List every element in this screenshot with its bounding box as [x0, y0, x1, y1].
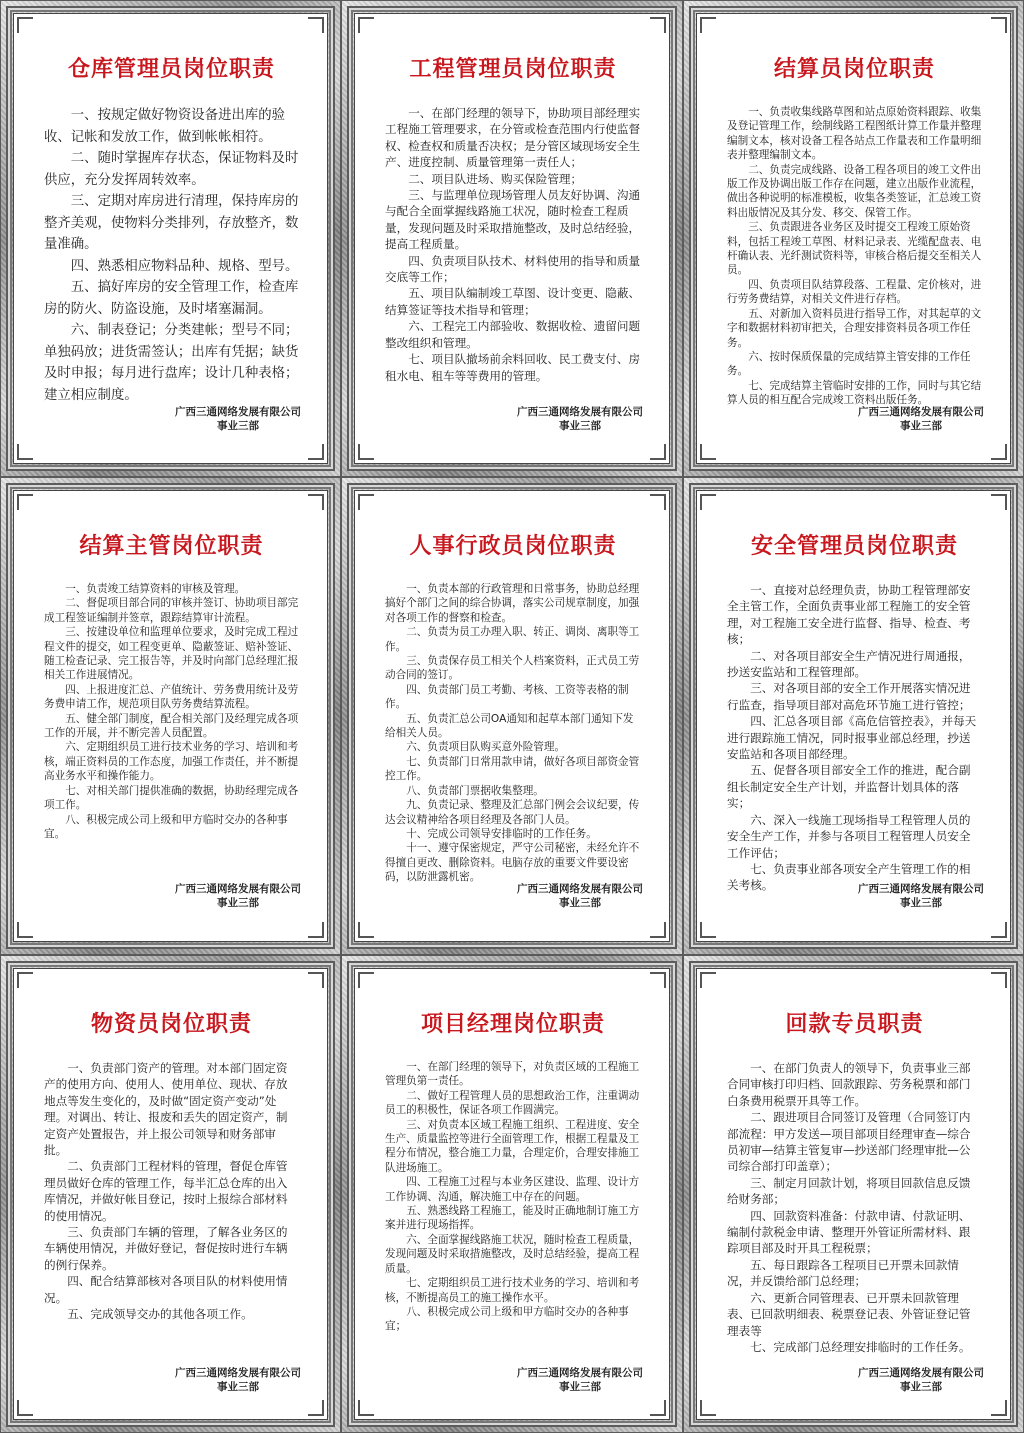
signature-block [858, 1367, 984, 1394]
department-name: 事业三部 [217, 1380, 259, 1393]
signature-block [517, 883, 643, 910]
corner-ornament [700, 1400, 716, 1416]
duty-item: 七、项目队撤场前余料回收、民工费支付、房租水电、租车等等费用的管理。 [385, 352, 641, 383]
board-warehouse-keeper [0, 0, 341, 477]
department-name: 事业三部 [900, 896, 942, 909]
duty-item: 五、搞好库房的安全管理工作，检查库房的防火、防盗设施，及时堵塞漏洞。 [44, 280, 299, 317]
corner-ornament [358, 494, 374, 510]
department-name: 事业三部 [559, 1380, 601, 1393]
board-safety-manager [683, 477, 1024, 955]
duty-item: 六、按时保质保量的完成结算主管安排的工作任务。 [727, 350, 971, 378]
corner-ornament [991, 444, 1007, 460]
duty-item: 四、回款资料准备：付款申请、付款证明、编制付款税金申请、整理开外管证所需材料、跟踪项目部及时开具工程税票； [727, 1208, 971, 1256]
duty-item: 五、健全部门制度，配合相关部门及经理完成各项工作的开展，并不断完善人员配置。 [44, 712, 299, 740]
board-title: 结算员岗位职责 [773, 57, 935, 82]
duty-item: 六、全面掌握线路施工状况，随时检查工程质量，发现问题及时采取措施整改，及时总结经验，提高工程质量。 [385, 1233, 640, 1275]
corner-ornament [308, 972, 324, 988]
duty-item: 一、在部门经理的领导下，对负责区域的工程施工管理负第一责任。 [385, 1061, 640, 1088]
duty-list [727, 105, 982, 408]
signature-block [175, 406, 301, 433]
corner-ornament [358, 17, 374, 33]
duty-item: 四、配合结算部核对各项目队的材料使用情况。 [44, 1274, 288, 1305]
duty-item: 七、对相关部门提供准确的数据，协助经理完成各项工作。 [44, 784, 299, 812]
duty-item: 三、对负责本区域工程施工组织、工程进度、安全生产、质量监控等进行全面管理工作，根据工程量及工程分布情况，整合施工力量，合理定价，合理安排施工队进场施工。 [385, 1118, 640, 1174]
corner-ornament [17, 1400, 33, 1416]
duty-item: 七、完成结算主管临时安排的工作，同时与其它结算人员的相互配合完成竣工资料出版任务。 [727, 379, 982, 407]
duty-item: 六、更新合同管理表、已开票未回款管理表、已回款明细表、税票登记表、外管证登记管理表等 [727, 1290, 971, 1338]
duty-list [385, 582, 641, 885]
board-title: 工程管理员岗位职责 [409, 57, 617, 82]
corner-ornament [358, 972, 374, 988]
corner-ornament [700, 972, 716, 988]
duty-item: 三、负责跟进各业务区及时提交工程竣工原始资料，包括工程竣工草图、材料记录表、光缆配盘表、电杆确认表、光纤测试资料等，审核合格后提交至相关人员。 [727, 221, 982, 277]
corner-ornament [308, 494, 324, 510]
duty-item: 六、负责项目队购买意外险管理。 [406, 741, 566, 754]
duty-item: 一、负责收集线路草图和站点原始资料跟踪、收集及登记管理工作，绘制线路工程图纸计算工作量并整理编制文本，核对设备工程各站点工作量表和工作量明细表并整理编制文本。 [727, 106, 982, 162]
duty-item: 五、负责汇总公司OA通知和起草本部门通知下发给相关人员。 [385, 712, 634, 740]
company-name: 广西三通网络发展有限公司 [175, 883, 301, 895]
company-name: 广西三通网络发展有限公司 [858, 406, 984, 418]
board-project-manager [341, 955, 683, 1433]
corner-ornament [650, 444, 666, 460]
board-title: 安全管理员岗位职责 [750, 534, 958, 559]
duty-item: 一、负责部门资产的管理。对本部门固定资产的使用方向、使用人、使用单位、现状、存放地点等发生变化的，及时做“固定资产变动”处理。对调出、转让、报废和丢失的固定资产，制定资产处置报告，并上报公司领导和财务部审批。 [44, 1061, 288, 1158]
corner-ornament [17, 17, 33, 33]
duty-item: 一、直接对总经理负责，协助工程管理部安全主管工作，全面负责事业部工程施工的安全管理，对工程施工安全进行监督、指导、检查、考核； [727, 583, 971, 647]
duty-item: 二、对各项目部安全生产情况进行周通报，抄送安监站和工程管理部。 [727, 648, 971, 680]
company-name: 广西三通网络发展有限公司 [175, 406, 301, 418]
board-panel [13, 490, 328, 942]
signature-block [175, 1367, 301, 1394]
signature-block [517, 1367, 643, 1394]
duty-item: 三、按建设单位和监理单位要求，及时完成工程过程文件的提交，如工程变更单、隐蔽签证、赔补签证、随工检查记录、完工报告等，并及时向部门总经理汇报相关工作进展情况。 [44, 626, 299, 682]
duty-item: 二、负责为员工办理入职、转正、调岗、离职等工作。 [385, 626, 640, 653]
board-collections-specialist [683, 955, 1024, 1433]
duty-item: 九、负责记录、整理及汇总部门例会会议纪要，传达会议精神给各项目经理及各部门人员。 [385, 799, 640, 826]
duty-item: 二、项目队进场、购买保险管理； [408, 171, 583, 186]
corner-ornament [358, 1400, 374, 1416]
board-title: 仓库管理员岗位职责 [67, 57, 275, 82]
board-title: 结算主管岗位职责 [79, 534, 264, 559]
board-settlement-supervisor [0, 477, 341, 955]
department-name: 事业三部 [559, 896, 601, 909]
corner-ornament [700, 17, 716, 33]
corner-ornament [308, 444, 324, 460]
duty-item: 七、定期组织员工进行技术业务的学习、培训和考核，不断提高员工的施工操作水平。 [385, 1277, 640, 1304]
duty-item: 四、上报进度汇总、产值统计、劳务费用统计及劳务费申请工作，规范项目队劳务费结算流程。 [44, 683, 299, 711]
board-panel [13, 968, 328, 1420]
duty-item: 三、负责部门车辆的管理，了解各业务区的车辆使用情况，并做好登记，督促按时进行车辆的例行保养。 [44, 1225, 288, 1272]
department-name: 事业三部 [900, 1380, 942, 1393]
company-name: 广西三通网络发展有限公司 [517, 406, 643, 418]
duty-item: 三、制定月回款计划，将项目回款信息反馈给财务部； [727, 1175, 971, 1207]
duty-item: 五、熟悉线路工程施工，能及时正确地制订施工方案并进行现场指挥。 [385, 1205, 640, 1232]
corner-ornament [650, 17, 666, 33]
company-name: 广西三通网络发展有限公司 [517, 1367, 643, 1379]
duty-item: 三、与监理单位现场管理人员友好协调、沟通与配合全面掌握线路施工状况，随时检查工程质量，发现问题及时采取措施整改，及时总结经验，提高工程质量。 [385, 188, 641, 252]
corner-ornament [700, 494, 716, 510]
duty-item: 六、工程完工内部验收、数据收检、遗留问题整改组织和管理。 [385, 319, 641, 350]
board-engineering-manager [341, 0, 683, 477]
corner-ornament [650, 922, 666, 938]
duty-item: 二、负责完成线路、设备工程各项目的竣工文件出版工作及协调出版工作存在问题，建立出版作业流程，做出各种说明的标准模板，收集各类签证，汇总竣工资料出版情况及其分发、移交、保管工作。 [727, 163, 982, 219]
duty-list [385, 1060, 641, 1334]
duty-item: 八、负责部门票据收集整理。 [406, 784, 544, 797]
duty-item: 五、项目队编制竣工草图、设计变更、隐蔽、结算签证等技术指导和管理； [385, 286, 641, 317]
company-name: 广西三通网络发展有限公司 [858, 1367, 984, 1379]
corner-ornament [991, 1400, 1007, 1416]
corner-ornament [308, 922, 324, 938]
duty-item: 七、完成部门总经理安排临时的工作任务。 [750, 1339, 971, 1354]
board-panel [696, 968, 1011, 1420]
duty-item: 七、负责事业部各项安全产生管理工作的相关考核。 [727, 861, 971, 893]
duty-item: 四、负责部门员工考勤、考核、工资等表格的制作。 [385, 683, 629, 711]
corner-ornament [650, 494, 666, 510]
duty-item: 四、负责项目队结算段落、工程量、定价核对，进行劳务费结算，对相关文件进行存档。 [727, 278, 982, 306]
board-title: 回款专员职责 [785, 1012, 924, 1037]
company-name: 广西三通网络发展有限公司 [175, 1367, 301, 1379]
department-name: 事业三部 [559, 419, 601, 432]
duty-item: 八、积极完成公司上级和甲方临时交办的各种事宜； [385, 1305, 629, 1333]
duty-item: 三、负责保存员工相关个人档案资料，正式员工劳动合同的签订。 [385, 655, 640, 682]
duty-item: 二、督促项目部合同的审核并签订、协助项目部完成工程签证编制并签章，跟踪结算审计流程。 [44, 597, 299, 624]
duty-item: 三、对各项目部的安全工作开展落实情况进行监查，指导项目部对高危环节施工进行管控； [727, 681, 971, 712]
board-panel [354, 13, 670, 464]
department-name: 事业三部 [900, 419, 942, 432]
corner-ornament [991, 972, 1007, 988]
duty-item: 十、完成公司领导安排临时的工作任务。 [406, 827, 597, 840]
duty-item: 四、负责项目队技术、材料使用的指导和质量交底等工作； [385, 253, 641, 285]
signature-block [858, 406, 984, 433]
duty-item: 六、定期组织员工进行技术业务的学习、培训和考核，端正资料员的工作态度，加强工作责任，并不断提高业务水平和操作能力。 [44, 741, 299, 783]
corner-ornament [700, 444, 716, 460]
board-title: 项目经理岗位职责 [420, 1012, 605, 1037]
corner-ornament [991, 494, 1007, 510]
duty-list [385, 105, 641, 384]
board-title: 物资员岗位职责 [90, 1012, 252, 1037]
board-panel [13, 13, 328, 464]
corner-ornament [17, 972, 33, 988]
company-name: 广西三通网络发展有限公司 [517, 883, 643, 895]
corner-ornament [17, 494, 33, 510]
duty-item: 一、负责本部的行政管理和日常事务，协助总经理搞好个部门之间的综合协调，落实公司规章制度，加强对各项工作的督察和检查。 [385, 583, 640, 624]
duty-item: 十一、遵守保密规定，严守公司秘密，未经允许不得擅自更改、删除资料。电脑存放的重要文件要设密码，以防泄露机密。 [385, 842, 640, 884]
signature-block [175, 883, 301, 910]
corner-ornament [650, 1400, 666, 1416]
board-panel [354, 490, 670, 942]
board-hr-admin [341, 477, 683, 955]
duty-item: 七、负责部门日常用款申请，做好各项目部资金管控工作。 [385, 755, 640, 783]
duty-item: 三、定期对库房进行清理，保持库房的整齐美观，使物料分类排列，存放整齐，数量准确。 [44, 194, 299, 252]
duty-list [727, 1060, 982, 1355]
board-title: 人事行政员岗位职责 [409, 534, 617, 559]
duty-item: 五、促督各项目部安全工作的推进，配合副组长制定安全生产计划，并监督计划具体的落实； [727, 763, 971, 811]
corner-ornament [308, 1400, 324, 1416]
duty-item: 二、随时掌握库存状态，保证物料及时供应，充分发挥周转效率。 [44, 151, 299, 188]
duty-list [44, 582, 299, 841]
corner-ornament [358, 922, 374, 938]
duty-item: 一、在部门经理的领导下，协助项目部经理实工程施工管理要求，在分管或检查范围内行使监督权、检查权和质量否决权；是分管区域现场安全生产、进度控制、质量管理第一责任人； [385, 106, 641, 170]
duty-item: 四、熟悉相应物料品种、规格、型号。 [70, 258, 299, 274]
duty-item: 四、工程施工过程与本业务区建设、监理、设计方工作协调、沟通，解决施工中存在的问题。 [385, 1176, 640, 1203]
corner-ornament [17, 922, 33, 938]
duty-item: 五、每日跟踪各工程项目已开票未回款情况，并反馈给部门总经理； [727, 1257, 959, 1289]
duty-item: 五、完成领导交办的其他各项工作。 [67, 1307, 253, 1322]
board-materials-clerk [0, 955, 341, 1433]
duty-item: 一、在部门负责人的领导下，负责事业三部合同审核打印归档、回款跟踪、劳务税票和部门白条费用税票开具等工作。 [727, 1061, 971, 1108]
company-name: 广西三通网络发展有限公司 [858, 883, 984, 895]
duty-item: 二、做好工程管理人员的思想政治工作，注重调动员工的积极性，保证各项工作圆满完。 [385, 1089, 640, 1117]
duty-list [44, 105, 299, 406]
corner-ornament [358, 444, 374, 460]
board-panel [696, 490, 1011, 942]
signature-block [517, 406, 643, 433]
duty-item: 一、负责竣工结算资料的审核及管理。 [65, 583, 246, 595]
corner-ornament [700, 922, 716, 938]
board-panel [354, 968, 670, 1420]
duty-item: 二、负责部门工程材料的管理，督促仓库管理员做好仓库的管理工作，每半汇总仓库的出入库情况，并做好帐目登记，按时上报综合部材料的使用情况。 [44, 1159, 288, 1223]
board-settlement-clerk [683, 0, 1024, 477]
department-name: 事业三部 [217, 419, 259, 432]
duty-item: 八、积极完成公司上级和甲方临时交办的各种事宜。 [44, 813, 288, 840]
duty-list [44, 1060, 299, 1323]
signature-block [858, 883, 984, 910]
duty-item: 六、深入一线施工现场指导工程管理人员的安全生产工作，并参与各项目工程管理人员安全工作评估； [727, 812, 971, 860]
corner-ornament [991, 17, 1007, 33]
duty-item: 四、汇总各项目部《高危信管控表》，并每天进行跟踪施工情况，同时报事业部总经理，抄送安监站和各项目部经理。 [727, 714, 977, 762]
corner-ornament [17, 444, 33, 460]
duty-list [727, 582, 982, 894]
department-name: 事业三部 [217, 896, 259, 909]
duty-item: 五、对新加入资料员进行指导工作，对其起草的文字和数据材料初审把关，合理安排资料员各项工作任务。 [727, 307, 982, 349]
corner-ornament [991, 922, 1007, 938]
corner-ornament [308, 17, 324, 33]
duty-item: 一、按规定做好物资设备进出库的验收、记帐和发放工作，做到帐帐相符。 [44, 108, 286, 145]
duty-item: 二、跟进项目合同签订及管理（合同签订内部流程：甲方发送—项目部项目经理审查—综合员初审—结算主管复审—抄送部门经理审批—公司综合部打印盖章）； [727, 1110, 971, 1174]
duty-item: 六、制表登记；分类建帐；型号不同；单独码放；进货需签认；出库有凭据；缺货及时申报；每月进行盘库；设计几种表格；建立相应制度。 [44, 323, 299, 403]
corner-ornament [650, 972, 666, 988]
board-panel [696, 13, 1011, 464]
